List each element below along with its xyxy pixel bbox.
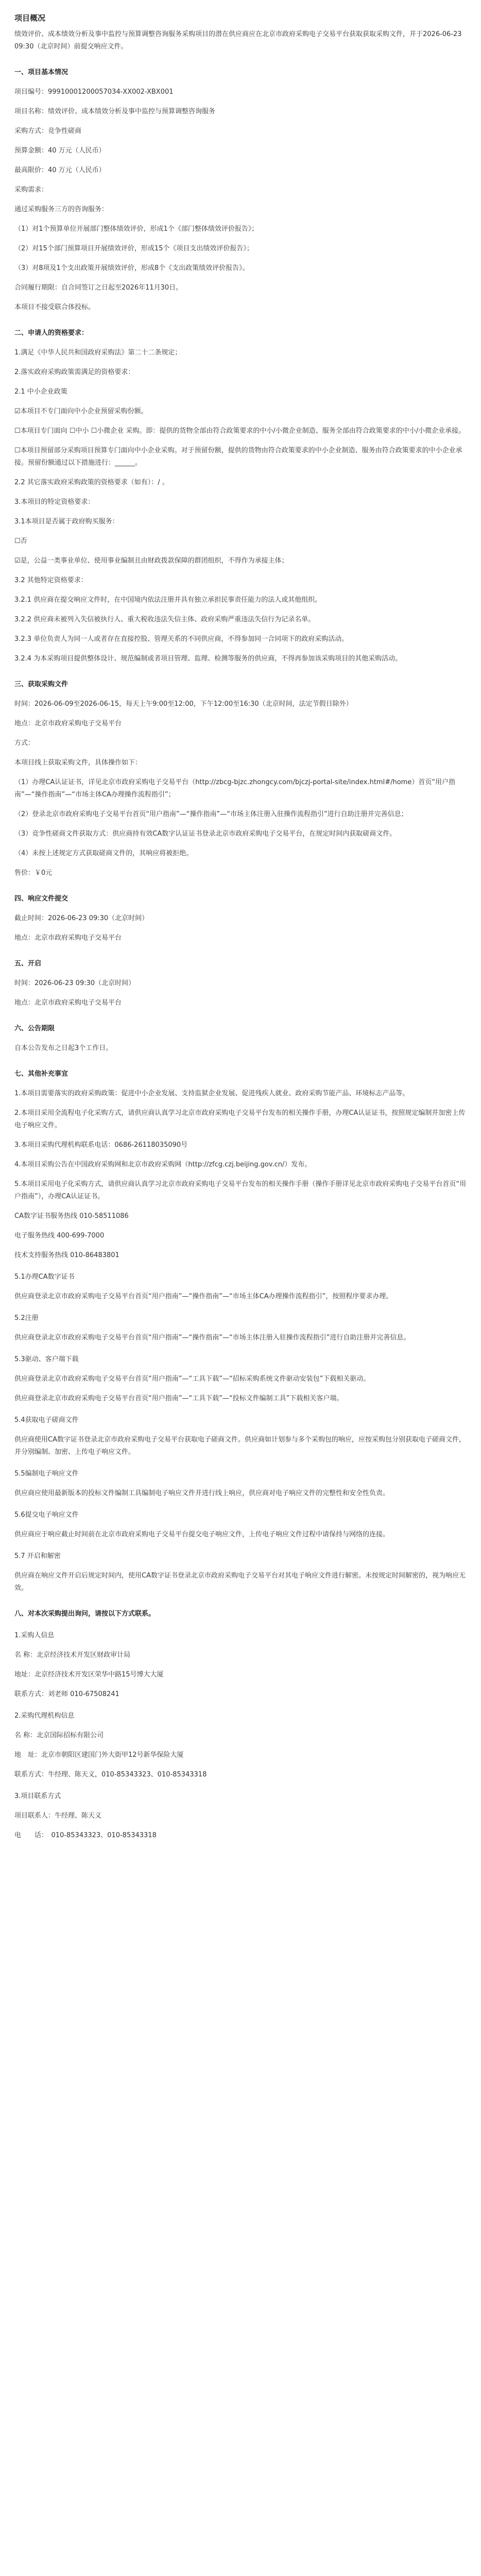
section-heading: 一、项目基本情况 <box>14 69 68 76</box>
paragraph: 供应商应使用最新版本的投标文件编制工具编制电子响应文件并进行线上响应，供应商对电子响应文件的完整性和安全性负责。 <box>14 1489 390 1497</box>
paragraph: （2）对15个部门预算项目开展绩效评价，形成15个《项目支出绩效评价报告》； <box>14 245 253 252</box>
paragraph-with-link[interactable]: 4.本项目采购公告在中国政府采购网和北京市政府采购网（http://zfcg.czj.beijing.gov.cn/）发布。 <box>14 1161 312 1168</box>
paragraph: 供应商登录北京市政府采购电子交易平台首页“用户指南”—“工具下载”—“投标文件编制工具”下载相关客户端。 <box>14 1395 343 1402</box>
subsection-heading: 5.4获取电子磋商文件 <box>14 1416 79 1424</box>
paragraph: 供应商在响应文件开启后规定时间内，使用CA数字证书登录北京市政府采购电子交易平台对其电子响应文件进行解密。未按规定时间解密的，视为响应无效。 <box>14 1572 466 1592</box>
subsection-heading: 1.采购人信息 <box>14 1632 55 1639</box>
paragraph: 2.1 中小企业政策 <box>14 388 67 396</box>
paragraph: 电 话： 010-85343323、010-85343318 <box>14 1832 157 1839</box>
paragraph: 地点：北京市政府采购电子交易平台 <box>14 720 122 727</box>
paragraph: 预算金额：40 万元（人民币） <box>14 147 106 155</box>
section-heading: 六、公告期限 <box>14 1025 55 1032</box>
paragraph: 供应商登录北京市政府采购电子交易平台首页“用户指南”—“操作指南”—“市场主体CA办理操作流程指引”，按照程序要求办理。 <box>14 1293 393 1300</box>
subsection-heading: 2.采购代理机构信息 <box>14 1712 75 1720</box>
section-heading: 八、对本次采购提出询问，请按以下方式联系。 <box>14 1610 156 1618</box>
paragraph: 通过采购服务三方的咨询服务： <box>14 206 109 213</box>
paragraph: 供应商使用CA数字证书登录北京市政府采购电子交易平台获取电子磋商文件。供应商如计划参与多个采购包的响应，应按采购包分别获取电子磋商文件，并分别编制、加密、上传电子响应文件。 <box>14 1436 466 1456</box>
intro-paragraph: 绩效评价、成本绩效分析及事中监控与预算调整咨询服务采购项目的潜在供应商应在北京市政府采购电子交易平台获取获取采购文件，并于2026-06-23 09:30（北京时间）前提交响应文件。 <box>14 30 462 50</box>
paragraph: 项目编号：99910001200057034-XX002-XBX001 <box>14 88 174 96</box>
paragraph: 3.2.1 供应商在提交响应文件时，在中国境内依法注册并具有独立承担民事责任能力的法人或其他组织。 <box>14 596 322 604</box>
subsection-heading: 5.5编制电子响应文件 <box>14 1470 79 1478</box>
paragraph: 2.本项目采用全流程电子化采购方式，请供应商认真学习北京市政府采购电子交易平台发布的相关操作手册，办理CA认证证书，按照规定编制并加密上传电子响应文件。 <box>14 1109 466 1129</box>
paragraph: 名 称：北京国际招标有限公司 <box>14 1732 104 1739</box>
subsection-heading: 5.3驱动、客户端下载 <box>14 1355 79 1363</box>
paragraph: ☑本项目不专门面向中小企业预留采购份额。 <box>14 408 148 415</box>
section-heading: 二、申请人的资格要求： <box>14 329 89 337</box>
paragraph: 地址：北京经济技术开发区荣华中路15号博大大厦 <box>14 1671 164 1679</box>
paragraph: 方式： <box>14 739 35 747</box>
section-heading: 四、响应文件提交 <box>14 895 68 903</box>
paragraph: CA数字证书服务热线 010-58511086 <box>14 1212 129 1220</box>
paragraph: 3.2 其他特定资格要求： <box>14 577 88 584</box>
paragraph: （2）登录北京市政府采购电子交易平台首页“用户指南”—“操作指南”—“市场主体注册入驻操作流程指引”进行自助注册并完善信息； <box>14 810 408 818</box>
paragraph: ☐否 <box>14 537 27 545</box>
paragraph: ☑是，公益一类事业单位、使用事业编制且由财政拨款保障的群团组织，不得作为承接主体； <box>14 557 288 565</box>
paragraph: 项目名称：绩效评价、成本绩效分析及事中监控与预算调整咨询服务 <box>14 108 216 115</box>
paragraph: 最高限价：40 万元（人民币） <box>14 166 106 174</box>
paragraph: 合同履行期限：自合同签订之日起至2026年11月30日。 <box>14 284 183 292</box>
paragraph: ☐本项目预留部分采购项目预算专门面向中小企业采购。对于预留份额，提供的货物由符合政策要求的中小企业制造、服务由符合政策要求的中小企业承接。预留份额通过以下措施进行：______。 <box>14 447 462 467</box>
page-title: 项目概况 <box>14 13 46 23</box>
paragraph: 3.本项目采购代理机构联系电话：0686-26118035090号 <box>14 1141 188 1149</box>
paragraph: 时间：2026-06-09至2026-06-15，每天上午9:00至12:00，下午12:00至16:30（北京时间，法定节假日除外） <box>14 700 353 708</box>
paragraph: 售价：￥0元 <box>14 869 53 877</box>
paragraph: 供应商登录北京市政府采购电子交易平台首页“用户指南”—“工具下载”—“招标采购系统文件驱动安装包”下载相关驱动。 <box>14 1375 370 1383</box>
paragraph: 3.2.3 单位负责人为同一人或者存在直接控股、管理关系的不同供应商，不得参加同一合同项下的政府采购活动。 <box>14 635 349 643</box>
subsection-heading: 5.1办理CA数字证书 <box>14 1273 75 1281</box>
paragraph: 自本公告发布之日起3个工作日。 <box>14 1044 113 1052</box>
paragraph: 3.1本项目是否属于政府购买服务： <box>14 518 119 526</box>
paragraph-with-link[interactable]: （1）办理CA认证证书，详见北京市政府采购电子交易平台（http://zbcg-bjzc.zhongcy.com/bjczj-portal-site/index.html#/home）首页“用户指南”—“操作指南”—“市场主体CA办理操作流程指引”； <box>14 778 456 799</box>
paragraph: 本项目不接受联合体投标。 <box>14 303 95 311</box>
paragraph: 2.落实政府采购政策需满足的资格要求： <box>14 368 135 376</box>
paragraph: 1.满足《中华人民共和国政府采购法》第二十二条规定； <box>14 349 182 357</box>
paragraph: 本项目线上获取采购文件，具体操作如下： <box>14 759 142 767</box>
paragraph: （3）竞争性磋商文件获取方式：供应商持有效CA数字认证证书登录北京市政府采购电子交易平台，在规定时间内获取磋商文件。 <box>14 830 397 838</box>
paragraph: 供应商登录北京市政府采购电子交易平台首页“用户指南”—“操作指南”—“市场主体注册入驻操作流程指引”进行自助注册并完善信息。 <box>14 1334 410 1342</box>
paragraph: （3）对8项及1个支出政策开展绩效评价，形成8个《支出政策绩效评价报告》。 <box>14 264 249 272</box>
paragraph: 地点：北京市政府采购电子交易平台 <box>14 934 122 942</box>
paragraph: 2.2 其它落实政府采购政策的资格要求（如有）：/ 。 <box>14 479 169 486</box>
paragraph: 地点：北京市政府采购电子交易平台 <box>14 999 122 1007</box>
paragraph: 联系方式：刘老师 010-67508241 <box>14 1690 119 1698</box>
paragraph: 联系方式：牛经理、陈天义，010-85343323、010-85343318 <box>14 1771 207 1778</box>
paragraph: 电子服务热线 400-699-7000 <box>14 1232 105 1240</box>
paragraph: 3.2.2 供应商未被列入失信被执行人、重大税收违法失信主体、政府采购严重违法失信行为记录名单。 <box>14 616 315 623</box>
subsection-heading: 5.6提交电子响应文件 <box>14 1511 79 1519</box>
paragraph: 5.本项目采用电子化采购方式，请供应商认真学习北京市政府采购电子交易平台发布的相关操作手册（操作手册详见北京市政府采购电子交易平台首页“用户指南”），办理CA认证证书。 <box>14 1180 467 1200</box>
paragraph: 3.2.4 为本采购项目提供整体设计、规范编制或者项目管理、监理、检测等服务的供应商，不得再参加该采购项目的其他采购活动。 <box>14 655 402 663</box>
section-heading: 七、其他补充事宜 <box>14 1070 68 1078</box>
paragraph: 名 称：北京经济技术开发区财政审计局 <box>14 1651 131 1659</box>
paragraph: （1）对1个预算单位开展部门整体绩效评价，形成1个《部门整体绩效评价报告》； <box>14 225 259 233</box>
paragraph: （4）未按上述规定方式获取磋商文件的，其响应将被拒绝。 <box>14 850 193 857</box>
paragraph: 采购方式：竞争性磋商 <box>14 127 82 135</box>
paragraph: 地 址：北京市朝阳区建国门外大街甲12号新华保险大厦 <box>14 1751 184 1759</box>
subsection-heading: 5.7 开启和解密 <box>14 1552 61 1560</box>
section-heading: 五、开启 <box>14 960 42 968</box>
paragraph: 截止时间：2026-06-23 09:30（北京时间） <box>14 914 149 922</box>
subsection-heading: 3.项目联系方式 <box>14 1792 61 1800</box>
paragraph: 供应商应于响应截止时间前在北京市政府采购电子交易平台提交电子响应文件，上传电子响应文件过程中请保持与网络的连接。 <box>14 1531 390 1538</box>
paragraph: 3.本项目的特定资格要求： <box>14 498 95 506</box>
paragraph: 采购需求： <box>14 186 48 194</box>
paragraph: 项目联系人：牛经理、陈天义 <box>14 1812 102 1820</box>
subsection-heading: 5.2注册 <box>14 1314 39 1322</box>
section-heading: 三、获取采购文件 <box>14 681 68 688</box>
paragraph: ☐本项目专门面向 ☐中小 ☐小微企业 采购。即：提供的货物全部由符合政策要求的中小/小微企业制造、服务全部由符合政策要求的中小/小微企业承接。 <box>14 427 466 435</box>
paragraph: 1.本项目需要落实的政府采购政策：促进中小企业发展、支持监狱企业发展、促进残疾人就业、政府采购节能产品、环境标志产品等。 <box>14 1090 409 1097</box>
announcement-body <box>14 66 467 1842</box>
paragraph: 技术支持服务热线 010-86483801 <box>14 1251 119 1259</box>
paragraph: 时间：2026-06-23 09:30（北京时间） <box>14 979 135 987</box>
